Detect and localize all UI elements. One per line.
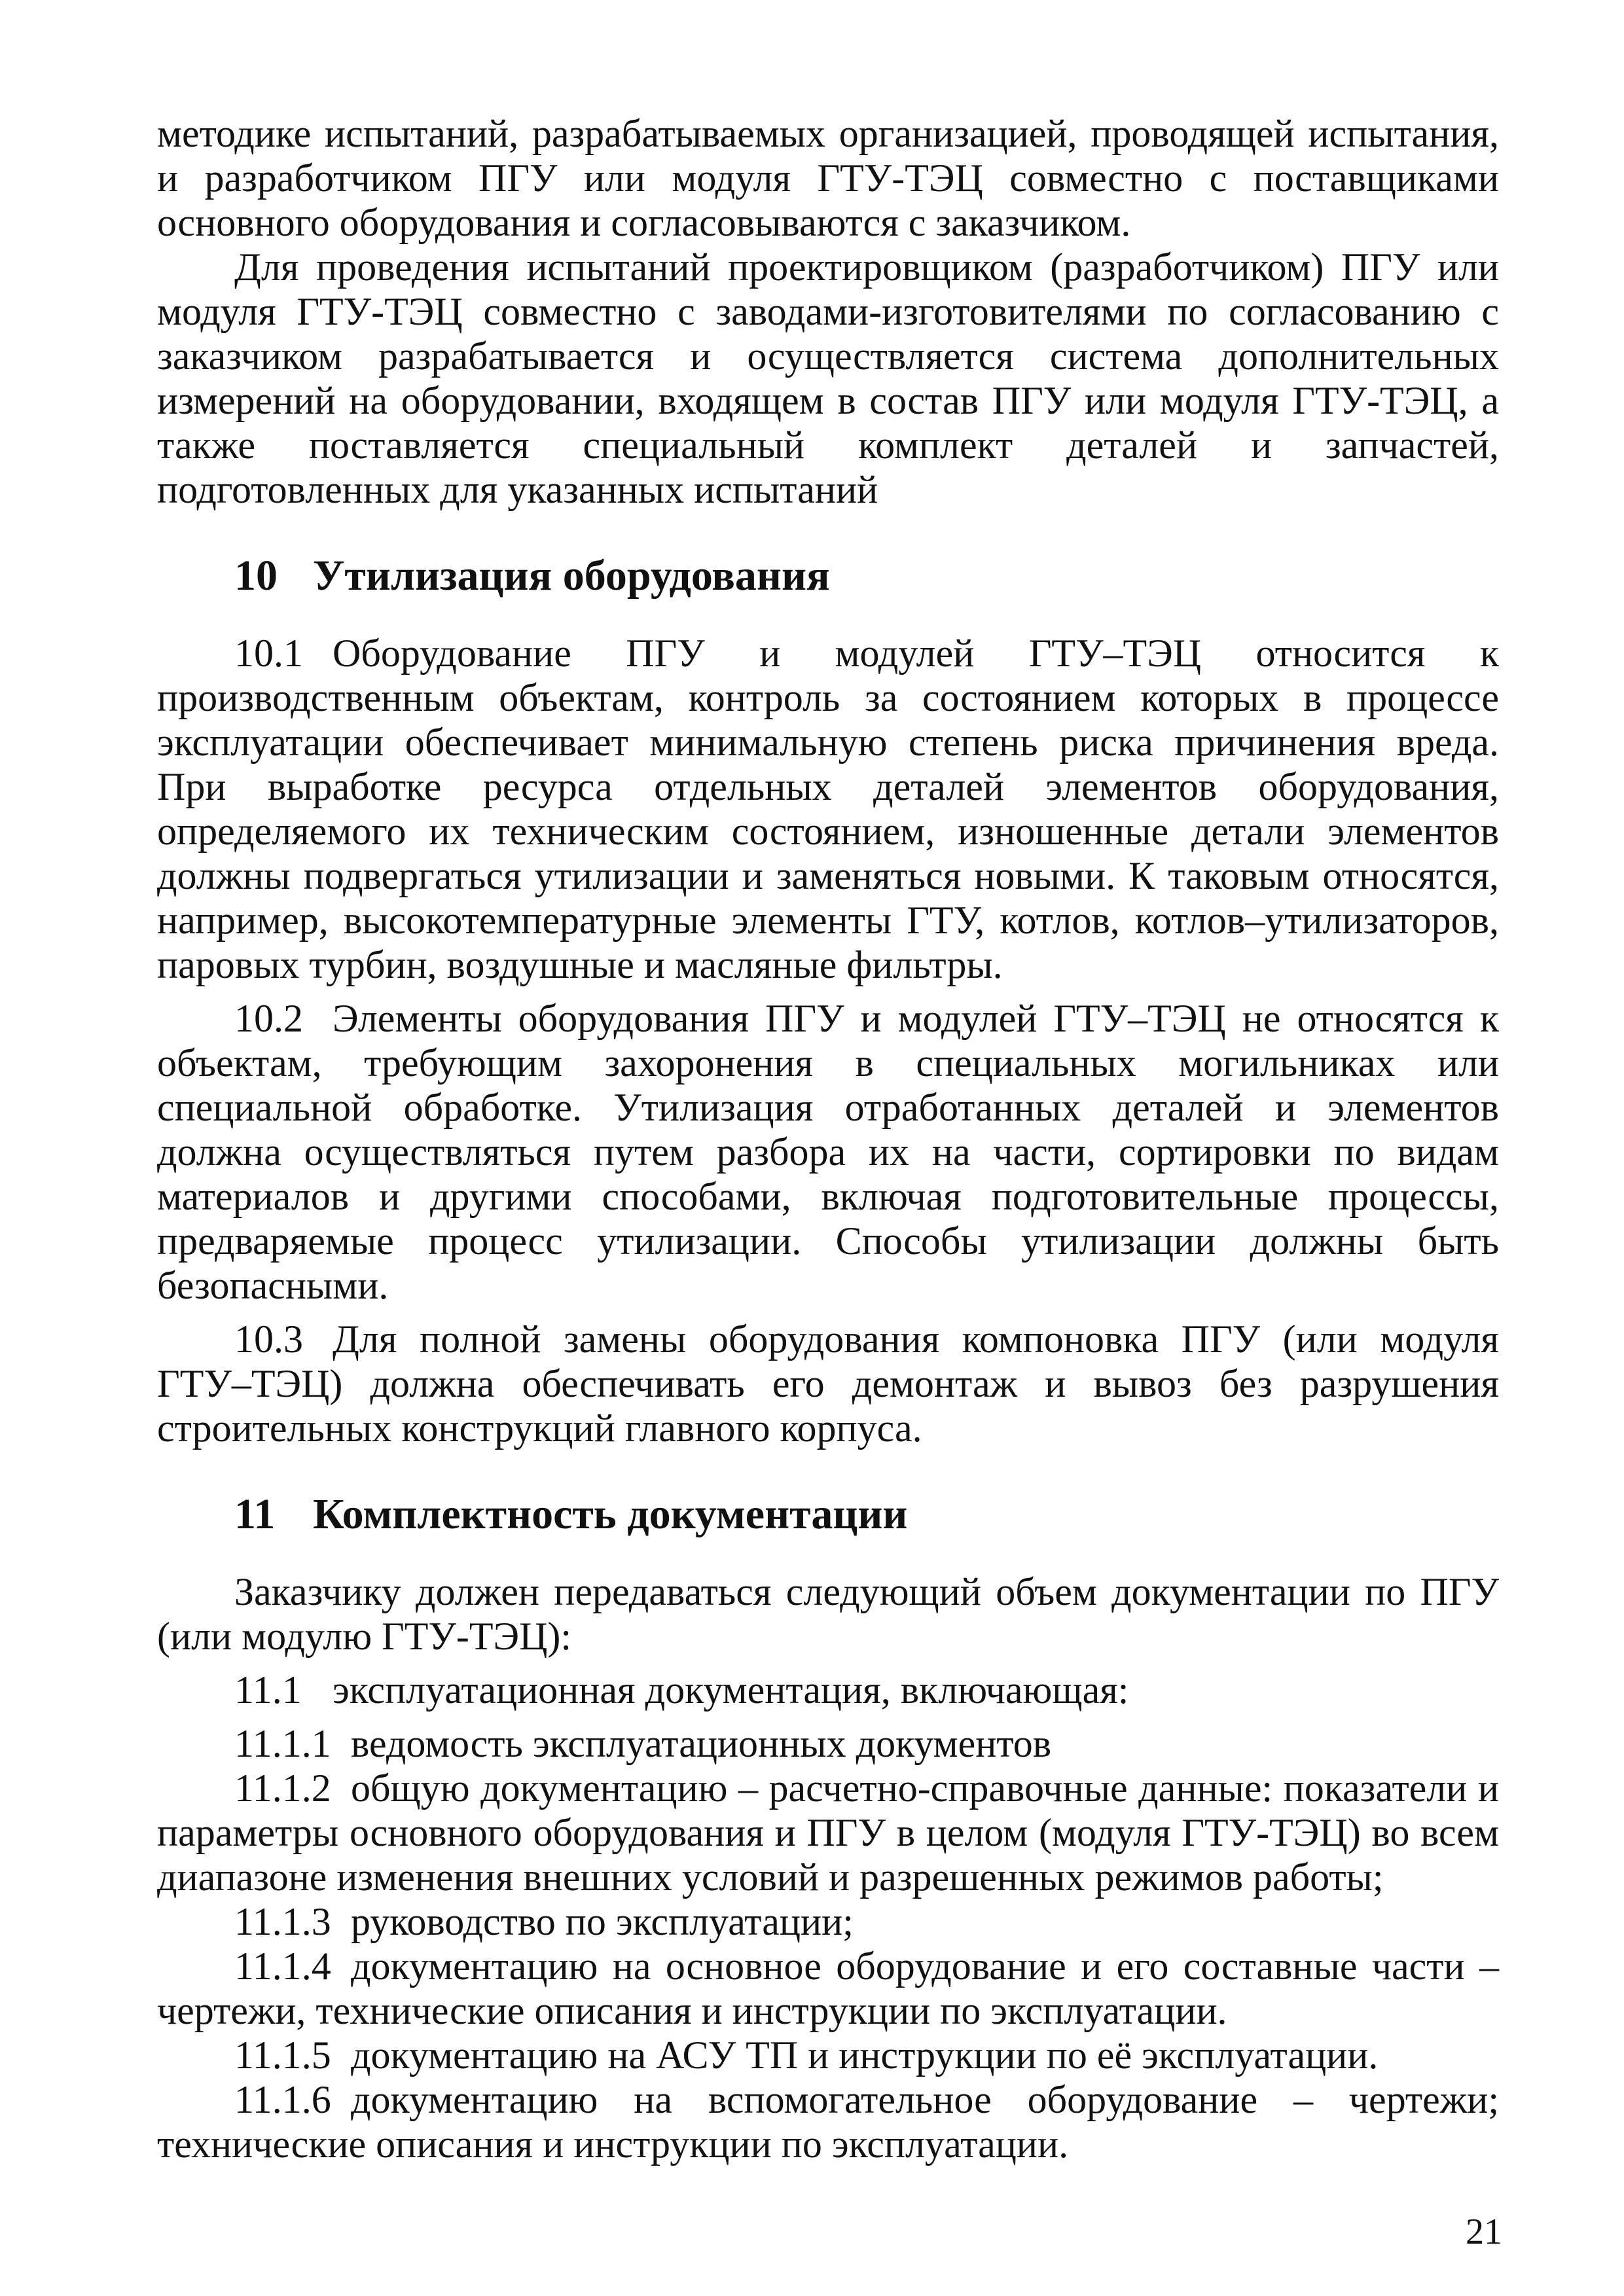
clause-11-1-3-number: 11.1.3 bbox=[234, 1900, 331, 1943]
clause-10-1-text: Оборудование ПГУ и модулей ГТУ–ТЭЦ относится к производственным объектам, контроль за состоянием которых в процессе эксплуатации обеспечивает минимальную степень риска причинения вреда. При выработке ресурса отдельных деталей элементов оборудования, определяемого их техническим состоянием, изношенные детали элементов должны подвергаться утилизации и заменяться новыми. К таковым относятся, например, высокотемпературные элементы ГТУ, котлов, котлов–утилизаторов, паровых турбин, воздушные и масляные фильтры. bbox=[157, 632, 1499, 986]
clause-11-1-6-text: документацию на вспомогательное оборудование – чертежи; технические описания и инструкции по эксплуатации. bbox=[157, 2078, 1499, 2166]
section-10-heading bbox=[234, 550, 1499, 602]
clause-10-3-text: Для полной замены оборудования компоновка ПГУ (или модуля ГТУ–ТЭЦ) должна обеспечивать его демонтаж и вывоз без разрушения строительных конструкций главного корпуса. bbox=[157, 1318, 1499, 1450]
section-11-title: Комплектность документации bbox=[313, 1490, 908, 1538]
clause-11-1-3-text: руководство по эксплуатации; bbox=[351, 1900, 854, 1943]
clause-10-2-number: 10.2 bbox=[234, 997, 303, 1040]
clause-11-1-2-text: общую документацию – расчетно-справочные данные: показатели и параметры основного оборудования и ПГУ в целом (модуля ГТУ-ТЭЦ) во всем диапазоне изменения внешних условий и разрешенных режимов работы; bbox=[157, 1767, 1499, 1899]
clause-11-1-2-number: 11.1.2 bbox=[234, 1767, 331, 1810]
clause-11-1-1-text: ведомость эксплуатационных документов bbox=[351, 1722, 1052, 1765]
intro-paragraph-2: Для проведения испытаний проектировщиком (разработчиком) ПГУ или модуля ГТУ-ТЭЦ совместно с заводами-изготовителями по согласованию с заказчиком разрабатывается и осуществляется система дополнительных измерений на оборудовании, входящем в состав ПГУ или модуля ГТУ-ТЭЦ, а также поставляется специальный комплект деталей и запчастей, подготовленных для указанных испытаний bbox=[157, 245, 1499, 511]
clause-11-1-5 bbox=[157, 2033, 1499, 2077]
clause-11-1-2 bbox=[157, 1766, 1499, 1899]
clause-11-1-4-number: 11.1.4 bbox=[234, 1945, 331, 1988]
clause-10-3 bbox=[157, 1317, 1499, 1450]
clause-11-1 bbox=[157, 1668, 1499, 1712]
clause-11-1-1 bbox=[157, 1721, 1499, 1766]
clause-11-1-1-number: 11.1.1 bbox=[234, 1722, 331, 1765]
section-10-title: Утилизация оборудования bbox=[313, 552, 830, 600]
section-11-number: 11 bbox=[234, 1490, 276, 1538]
page-number: 21 bbox=[1466, 2212, 1502, 2252]
clause-10-1 bbox=[157, 631, 1499, 987]
clause-11-1-3 bbox=[157, 1899, 1499, 1944]
clause-10-1-number: 10.1 bbox=[234, 632, 303, 675]
clause-11-1-6-number: 11.1.6 bbox=[234, 2078, 331, 2121]
section-10-number: 10 bbox=[234, 552, 278, 600]
document-page bbox=[157, 111, 1499, 2166]
clause-10-2-text: Элементы оборудования ПГУ и модулей ГТУ–ТЭЦ не относятся к объектам, требующим захоронения в специальных могильниках или специальной обработке. Утилизация отработанных деталей и элементов должна осуществляться путем разбора их на части, сортировки по видам материалов и другими способами, включая подготовительные процессы, предваряемые процесс утилизации. Способы утилизации должны быть безопасными. bbox=[157, 997, 1499, 1307]
intro-paragraph-1: методике испытаний, разрабатываемых организацией, проводящей испытания, и разработчиком ПГУ или модуля ГТУ-ТЭЦ совместно с поставщиками основного оборудования и согласовываются с заказчиком. bbox=[157, 112, 1499, 244]
clause-11-1-5-number: 11.1.5 bbox=[234, 2034, 331, 2077]
clause-10-3-number: 10.3 bbox=[234, 1318, 303, 1361]
clause-11-1-4 bbox=[157, 1944, 1499, 2033]
clause-11-1-text: эксплуатационная документация, включающая: bbox=[333, 1668, 1129, 1712]
section-11-lead: Заказчику должен передаваться следующий объем документации по ПГУ (или модулю ГТУ-ТЭЦ): bbox=[157, 1570, 1499, 1658]
section-11-heading bbox=[234, 1488, 1499, 1541]
clause-11-1-6 bbox=[157, 2077, 1499, 2166]
clause-11-1-5-text: документацию на АСУ ТП и инструкции по её эксплуатации. bbox=[351, 2034, 1379, 2077]
clause-10-2 bbox=[157, 996, 1499, 1308]
clause-11-1-number: 11.1 bbox=[234, 1668, 302, 1712]
clause-11-1-4-text: документацию на основное оборудование и его составные части – чертежи, технические описания и инструкции по эксплуатации. bbox=[157, 1945, 1499, 2032]
